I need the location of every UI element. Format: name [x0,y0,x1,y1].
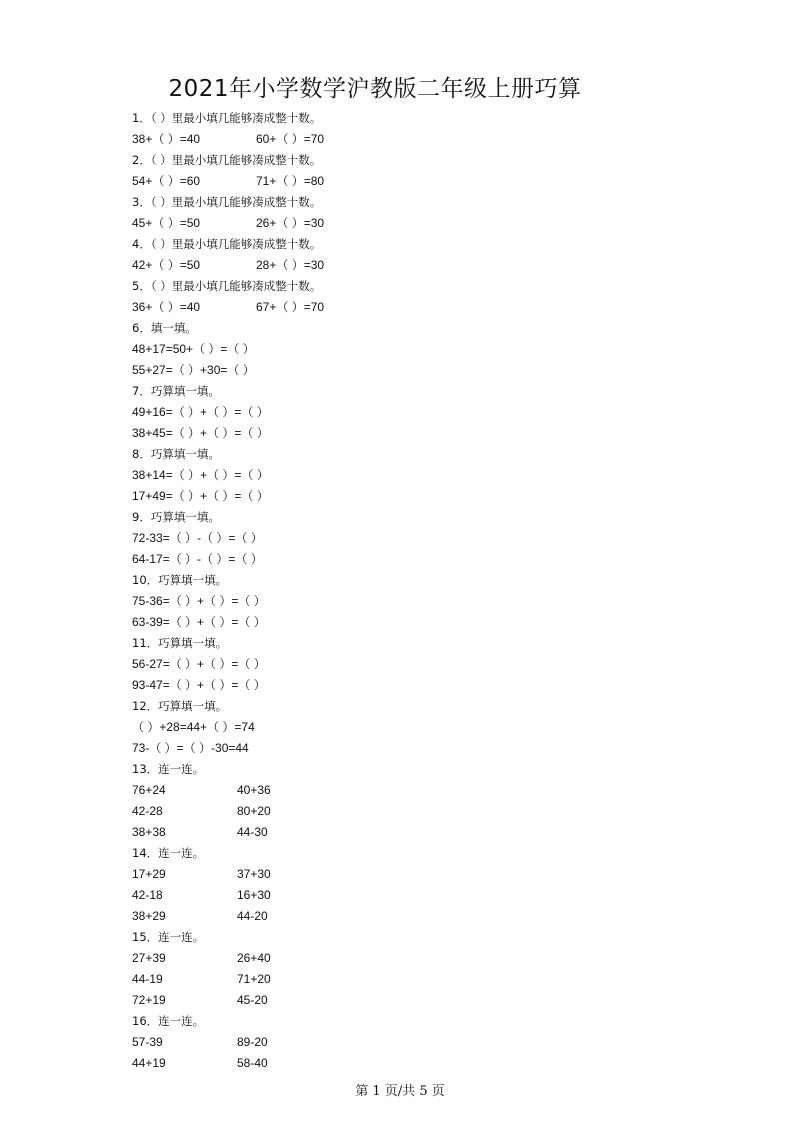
line-text-right: 26+40 [237,951,271,965]
line-text: 13．连一连。 [132,762,205,776]
line-text: 11．巧算填一填。 [132,636,228,650]
line-text-right: 44-20 [237,909,268,923]
line-text: 12．巧算填一填。 [132,699,228,713]
line-text: 27+39 [132,951,166,965]
page-footer: 第 1 页/共 5 页 [355,1084,445,1099]
line-text: 72+19 [132,993,166,1007]
line-text: 8．巧算填一填。 [132,447,220,461]
line-text-right: 45-20 [237,993,268,1007]
line-text: 1．（ ）里最小填几能够凑成整十数。 [132,111,322,125]
line-text-right: 60+（ ）=70 [256,132,325,146]
line-text: 55+27=（ ）+30=（ ） [132,363,255,377]
line-text: 57-39 [132,1035,163,1049]
line-text: 14．连一连。 [132,846,205,860]
line-text: 42-28 [132,804,163,818]
line-text: 44-19 [132,972,163,986]
line-text-right: 37+30 [237,867,271,881]
line-text: 38+38 [132,825,166,839]
line-text: 75-36=（ ）+（ ）=（ ） [132,594,266,608]
line-text: 6．填一填。 [132,321,197,335]
line-text: 7．巧算填一填。 [132,384,220,398]
line-text: 76+24 [132,783,166,797]
line-text: 9．巧算填一填。 [132,510,220,524]
line-text: 42-18 [132,888,163,902]
line-text-right: 26+（ ）=30 [256,216,325,230]
line-text: 38+14=（ ）+（ ）=（ ） [132,468,269,482]
line-text-right: 16+30 [237,888,271,902]
line-text: 5．（ ）里最小填几能够凑成整十数。 [132,279,322,293]
line-text: 15．连一连。 [132,930,205,944]
line-text: 49+16=（ ）+（ ）=（ ） [132,405,269,419]
line-text-right: 89-20 [237,1035,268,1049]
line-text: 93-47=（ ）+（ ）=（ ） [132,678,266,692]
line-text: 38+45=（ ）+（ ）=（ ） [132,426,269,440]
line-text: 2．（ ）里最小填几能够凑成整十数。 [132,153,322,167]
line-text: 42+（ ）=50 [132,258,201,272]
line-text-right: 67+（ ）=70 [256,300,325,314]
line-text-right: 40+36 [237,783,271,797]
line-text: 3．（ ）里最小填几能够凑成整十数。 [132,195,322,209]
line-text: 44+19 [132,1056,166,1070]
line-text: 72-33=（ ）-（ ）=（ ） [132,531,263,545]
line-text-right: 80+20 [237,804,271,818]
line-text: 4．（ ）里最小填几能够凑成整十数。 [132,237,322,251]
line-text: 16．连一连。 [132,1014,205,1028]
line-text: 38+29 [132,909,166,923]
line-text: 48+17=50+（ ）=（ ） [132,342,255,356]
line-text: 17+29 [132,867,166,881]
line-text: 36+（ ）=40 [132,300,201,314]
line-text: 56-27=（ ）+（ ）=（ ） [132,657,266,671]
line-text-right: 44-30 [237,825,268,839]
line-text-right: 28+（ ）=30 [256,258,325,272]
page-title: 2021年小学数学沪教版二年级上册巧算 [168,76,582,102]
line-text-right: 71+（ ）=80 [256,174,325,188]
line-text: 38+（ ）=40 [132,132,201,146]
line-text: 73-（ ）=（ ）-30=44 [132,741,249,755]
line-text: 63-39=（ ）+（ ）=（ ） [132,615,266,629]
line-text: 45+（ ）=50 [132,216,201,230]
line-text: 17+49=（ ）+（ ）=（ ） [132,489,269,503]
line-text: 10．巧算填一填。 [132,573,228,587]
line-text-right: 58-40 [237,1056,268,1070]
line-text: 64-17=（ ）-（ ）=（ ） [132,552,263,566]
line-text: （ ）+28=44+（ ）=74 [132,720,255,734]
line-text: 54+（ ）=60 [132,174,201,188]
line-text-right: 71+20 [237,972,271,986]
